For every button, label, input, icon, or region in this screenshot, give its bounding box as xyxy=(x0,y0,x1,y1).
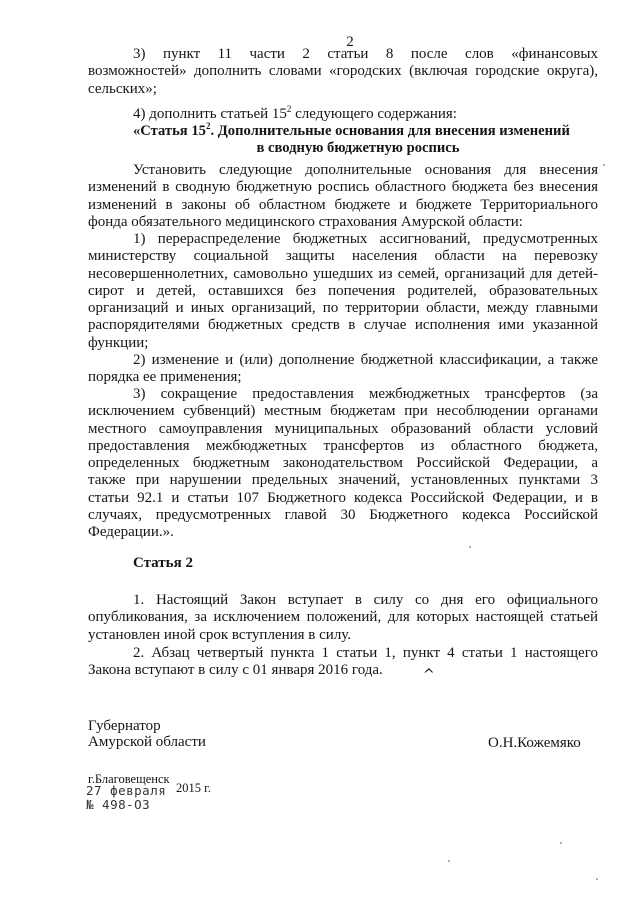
text-line: распорядителями бюджетных средств в случае исполнения ими указанной xyxy=(88,317,598,334)
text-line: исключением субвенций) местным бюджетам при несоблюдении органами xyxy=(88,403,598,420)
text-line: фонда обязательного медицинского страхования Амурской области: xyxy=(88,213,523,230)
superscript: 2 xyxy=(205,121,211,131)
signature-title-line: Амурской области xyxy=(88,734,206,750)
text-line: сирот и детей, оставшихся без попечения родителей, образовательных xyxy=(88,282,598,299)
scan-speck xyxy=(469,546,471,548)
heading-line: в сводную бюджетную роспись xyxy=(256,139,460,156)
text-line: определенных бюджетным законодательством Российской Федерации, а xyxy=(88,455,598,472)
text-line: порядка ее применения; xyxy=(88,369,242,386)
article-2-heading: Статья 2 xyxy=(133,555,193,571)
text-line: Федерации.». xyxy=(88,524,174,541)
text-line: организаций и иных организаций, по территории области, между главными xyxy=(88,300,598,317)
heading-line xyxy=(88,118,598,140)
stamp-number: № 498-ОЗ xyxy=(86,797,151,812)
text-line: возможностей» дополнить словами «городских (включая городские округа), xyxy=(88,63,598,80)
scan-speck xyxy=(448,860,450,862)
signature-title-line: Губернатор xyxy=(88,718,161,734)
signature-title xyxy=(88,718,206,750)
text-line: сельских»; xyxy=(88,80,157,97)
article-2-paragraph-2 xyxy=(88,645,598,680)
scan-speck xyxy=(560,842,562,844)
year-label: 2015 г. xyxy=(176,781,211,795)
text-line: функции; xyxy=(88,334,149,351)
text-line: изменений в сводную бюджетную роспись областного бюджета без внесения xyxy=(88,179,598,196)
text-line: статьи 92.1 и статьи 107 Бюджетного кодекса Российской Федерации, и в xyxy=(88,489,598,506)
stamp-date: 27 февраля xyxy=(86,783,167,798)
text-fragment: . Дополнительные основания для внесения изменений xyxy=(210,122,570,139)
scan-speck xyxy=(596,878,598,880)
date-stamp xyxy=(86,784,166,812)
page-number: 2 xyxy=(346,34,354,50)
text-line: местного самоуправления муниципальных образований области условий xyxy=(88,420,598,437)
text-line: несовершеннолетних, самовольно ушедших из семей, организаций для детей- xyxy=(88,265,598,282)
text-fragment: «Статья 15 xyxy=(133,122,206,139)
text-line: изменений в законы об областном бюджете и бюджете Территориального xyxy=(88,196,598,213)
stray-mark: ^ xyxy=(423,667,435,683)
list-item-3 xyxy=(88,386,598,542)
text-line: 2) изменение и (или) дополнение бюджетной классификации, а также xyxy=(133,352,598,368)
text-line: опубликования, за исключением положений, для которых настоящей статьей xyxy=(88,609,598,626)
city-label: г.Благовещенск xyxy=(88,772,170,786)
text-fragment: 4) дополнить статьей 15 xyxy=(133,106,287,122)
article-2-paragraph-1 xyxy=(88,592,598,644)
text-line: министерству социальной защиты населения области на перевозку xyxy=(88,248,598,265)
signatory-name: О.Н.Кожемяко xyxy=(488,735,581,751)
text-line: Установить следующие дополнительные основания для внесения xyxy=(133,162,598,178)
text-line: установлен иной срок вступления в силу. xyxy=(88,626,352,643)
article-15-2-heading xyxy=(88,118,598,157)
text-line: 2. Абзац четвертый пункта 1 статьи 1, пункт 4 статьи 1 настоящего xyxy=(133,645,598,661)
text-line: 3) пункт 11 части 2 статьи 8 после слов «финансовых xyxy=(133,46,598,62)
text-line: предоставления межбюджетных трансфертов из областного бюджета, xyxy=(88,437,598,454)
intro-paragraph xyxy=(88,162,598,231)
list-item-1 xyxy=(88,231,598,352)
amendment-paragraph-3 xyxy=(88,46,598,98)
scan-speck xyxy=(603,164,605,166)
superscript: 2 xyxy=(286,104,292,114)
text-line: 1) перераспределение бюджетных ассигнований, предусмотренных xyxy=(133,231,598,247)
text-line: 1. Настоящий Закон вступает в силу со дня его официального xyxy=(133,592,598,608)
text-line: случаях, предусмотренных главой 30 Бюджетного кодекса Российской xyxy=(88,507,598,524)
text-line: также при нарушении предельных значений, установленных пунктами 3 xyxy=(88,472,598,489)
text-fragment: следующего содержания: xyxy=(291,106,457,122)
text-line: Закона вступают в силу с 01 января 2016 года. xyxy=(88,662,383,679)
text-line: 3) сокращение предоставления межбюджетных трансфертов (за xyxy=(133,386,598,402)
list-item-2 xyxy=(88,352,598,387)
